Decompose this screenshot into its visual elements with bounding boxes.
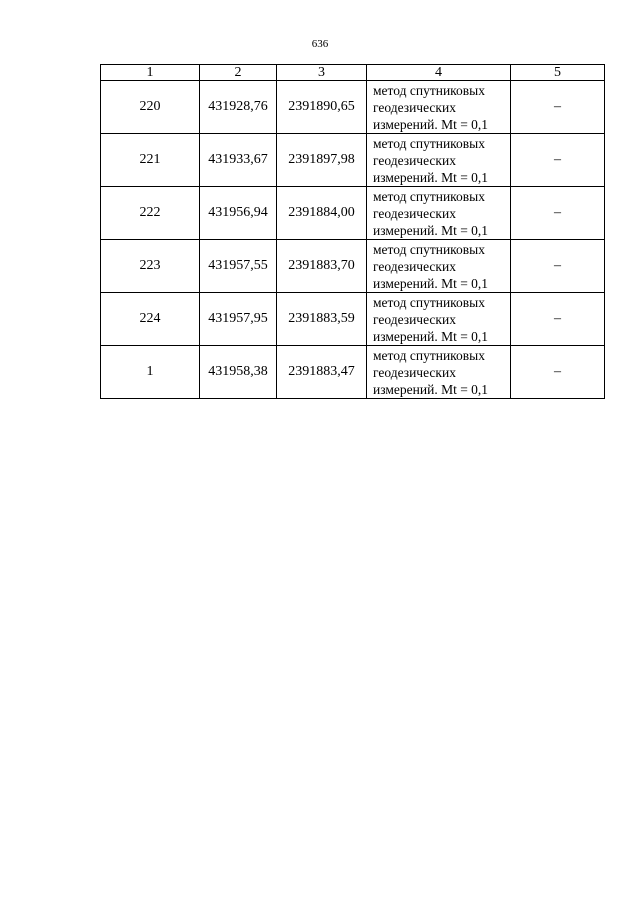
method-line: измерений. Mt = 0,1: [373, 275, 489, 291]
method-line: метод спутниковых: [373, 241, 485, 257]
note-cell: –: [511, 240, 605, 293]
table-row: [101, 346, 605, 399]
method-cell: [367, 293, 511, 346]
note-cell: –: [511, 187, 605, 240]
table-row: [101, 293, 605, 346]
method-line: геодезических: [373, 152, 456, 168]
method-line: геодезических: [373, 364, 456, 380]
method-line: метод спутниковых: [373, 294, 485, 310]
point-number-cell: 221: [101, 134, 200, 187]
table-row: [101, 240, 605, 293]
method-cell: [367, 187, 511, 240]
method-line: измерений. Mt = 0,1: [373, 222, 489, 238]
column-header-5: 5: [511, 65, 605, 81]
point-number-cell: 1: [101, 346, 200, 399]
table-header-row: [101, 65, 605, 81]
method-line: метод спутниковых: [373, 82, 485, 98]
y-coordinate-cell: 2391883,59: [277, 293, 367, 346]
method-line: измерений. Mt = 0,1: [373, 116, 489, 132]
page-number: 636: [311, 38, 329, 50]
method-line: геодезических: [373, 99, 456, 115]
y-coordinate-cell: 2391883,70: [277, 240, 367, 293]
x-coordinate-cell: 431933,67: [200, 134, 277, 187]
column-header-4: 4: [367, 65, 511, 81]
y-coordinate-cell: 2391897,98: [277, 134, 367, 187]
point-number-cell: 224: [101, 293, 200, 346]
y-coordinate-cell: 2391883,47: [277, 346, 367, 399]
method-cell: [367, 240, 511, 293]
point-number-cell: 220: [101, 81, 200, 134]
table-row: [101, 81, 605, 134]
method-cell: [367, 81, 511, 134]
column-header-2: 2: [200, 65, 277, 81]
note-cell: –: [511, 293, 605, 346]
point-number-cell: 223: [101, 240, 200, 293]
y-coordinate-cell: 2391890,65: [277, 81, 367, 134]
method-cell: [367, 134, 511, 187]
note-cell: –: [511, 81, 605, 134]
column-header-1: 1: [101, 65, 200, 81]
method-line: метод спутниковых: [373, 347, 485, 363]
method-line: геодезических: [373, 311, 456, 327]
method-line: геодезических: [373, 205, 456, 221]
x-coordinate-cell: 431956,94: [200, 187, 277, 240]
method-line: геодезических: [373, 258, 456, 274]
x-coordinate-cell: 431957,55: [200, 240, 277, 293]
note-cell: –: [511, 346, 605, 399]
method-line: метод спутниковых: [373, 188, 485, 204]
point-number-cell: 222: [101, 187, 200, 240]
method-line: метод спутниковых: [373, 135, 485, 151]
method-line: измерений. Mt = 0,1: [373, 169, 489, 185]
x-coordinate-cell: 431928,76: [200, 81, 277, 134]
method-line: измерений. Mt = 0,1: [373, 328, 489, 344]
table-row: [101, 134, 605, 187]
table-row: [101, 187, 605, 240]
x-coordinate-cell: 431957,95: [200, 293, 277, 346]
coordinates-table: [100, 64, 605, 399]
column-header-3: 3: [277, 65, 367, 81]
note-cell: –: [511, 134, 605, 187]
method-cell: [367, 346, 511, 399]
y-coordinate-cell: 2391884,00: [277, 187, 367, 240]
method-line: измерений. Mt = 0,1: [373, 381, 489, 397]
x-coordinate-cell: 431958,38: [200, 346, 277, 399]
